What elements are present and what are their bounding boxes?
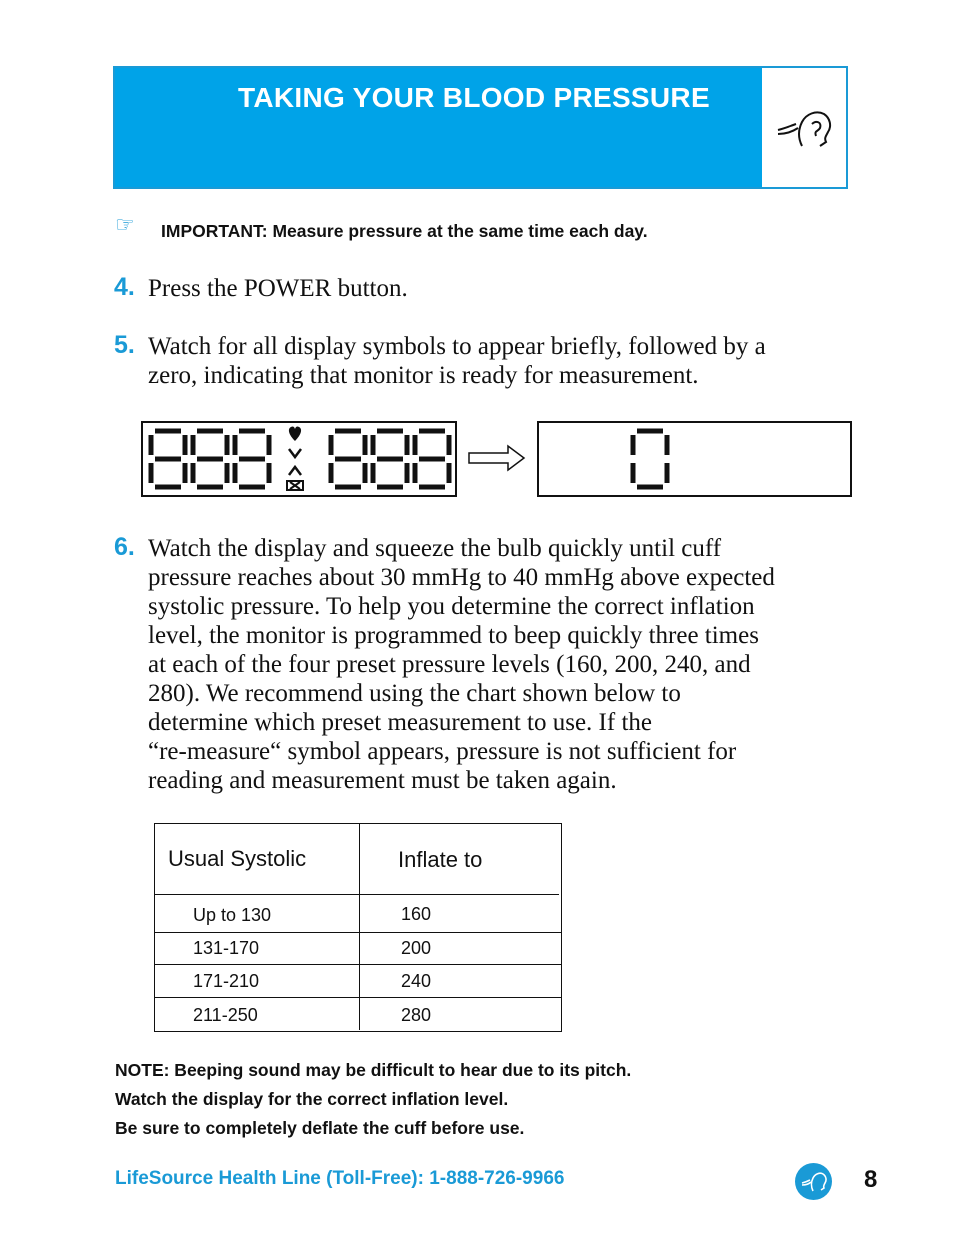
important-note: IMPORTANT: Measure pressure at the same time each day. [161,221,648,241]
arrow-right-icon [468,444,526,477]
note-line: Be sure to completely deflate the cuff before use. [115,1118,525,1138]
head-ear-icon [795,1163,832,1200]
head-ear-icon [762,68,846,187]
table-header: Inflate to [398,847,483,872]
table-cell: 131-170 [193,938,260,958]
table-divider [155,894,559,895]
step-line: systolic pressure. To help you determine the correct inflation [148,593,755,620]
table-cell: 171-210 [193,971,260,991]
step-number: 4. [114,273,135,301]
inflation-level-table [154,823,562,1032]
step-line: Watch the display and squeeze the bulb quickly until cuff [148,535,722,562]
note-line: Watch the display for the correct inflation level. [115,1089,509,1109]
table-divider [155,997,561,998]
step-line: pressure reaches about 30 mmHg to 40 mmHg above expected [148,564,775,591]
step-line: level, the monitor is programmed to beep quickly three times [148,622,759,649]
pointing-hand-icon: ☞ [115,212,135,237]
table-header: Usual Systolic [168,846,307,871]
step-line: 280). We recommend using the chart shown below to [148,680,681,707]
step-text [148,332,766,390]
step-text [148,274,408,303]
step-line: Press the POWER button. [148,275,408,302]
section-title: TAKING YOUR BLOOD PRESSURE [238,82,710,113]
section-header-banner [113,66,848,189]
table-divider [155,932,561,933]
note-line: NOTE: Beeping sound may be difficult to hear due to its pitch. [115,1060,632,1080]
table-cell: Up to 130 [193,905,272,925]
step-number: 5. [114,331,135,359]
table-cell: 280 [401,1005,432,1025]
page-number: 8 [864,1166,878,1193]
lcd-all-segments-display [141,421,457,497]
step-number: 6. [114,533,135,561]
table-divider [359,824,360,1030]
note-block [115,1056,631,1143]
table-cell: 160 [401,904,432,924]
step-text [148,534,775,795]
step-line: determine which preset measurement to use. If the [148,709,652,736]
step-line: “re-measure“ symbol appears, pressure is not sufficient for [148,738,737,765]
table-cell: 240 [401,971,432,991]
health-line-footer: LifeSource Health Line (Toll-Free): 1-888-726-9966 [115,1168,565,1189]
table-cell: 211-250 [193,1005,258,1025]
step-line: at each of the four preset pressure levels (160, 200, 240, and [148,651,751,678]
step-line: Watch for all display symbols to appear briefly, followed by a [148,333,766,360]
table-divider [155,964,561,965]
table-cell: 200 [401,938,432,958]
step-line: zero, indicating that monitor is ready for measurement. [148,362,699,389]
lcd-ready-display [537,421,852,497]
step-line: reading and measurement must be taken again. [148,767,617,794]
